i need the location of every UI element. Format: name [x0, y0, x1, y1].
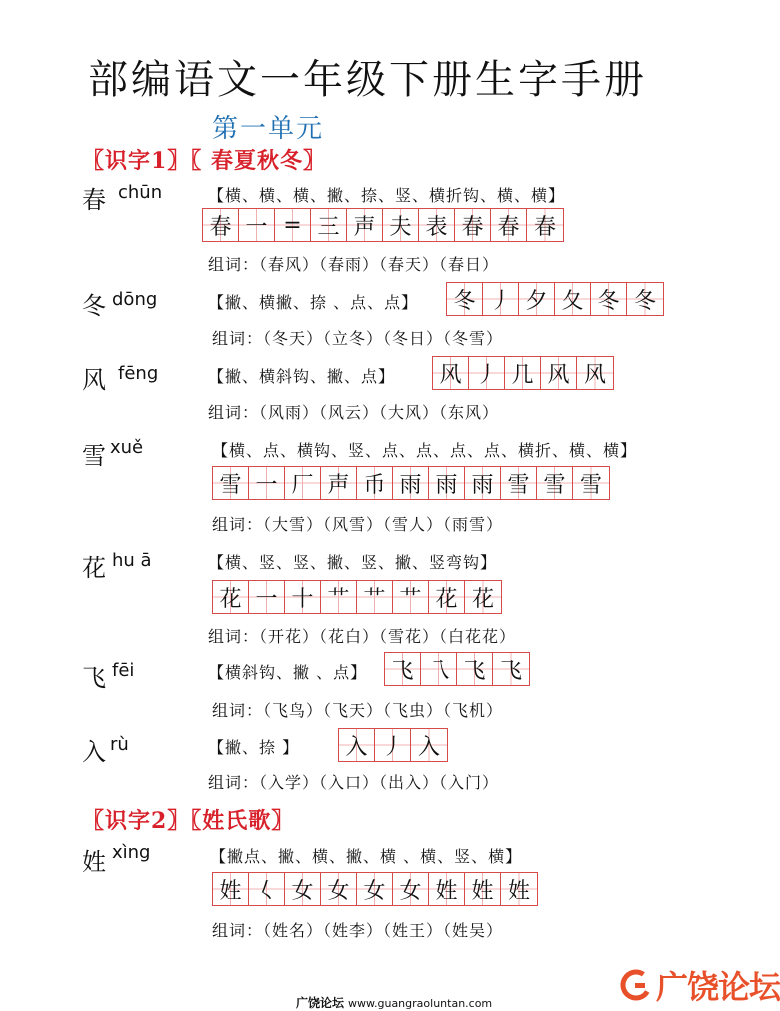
entry-char: 冬	[82, 292, 106, 320]
grid-cell: 雨	[429, 467, 465, 499]
grid-cell: 雪	[213, 467, 249, 499]
entry-words: 组词：（风雨）（风云）（大风）（东风）	[208, 403, 500, 422]
grid-cell: 春	[491, 209, 527, 241]
entry-strokes: 【撇、横斜钩、撇、点】	[208, 367, 396, 386]
grid-cell: 女	[285, 873, 321, 905]
grid-cell: 飞	[385, 653, 421, 685]
grid-cell: 几	[505, 357, 541, 389]
entry-strokes: 【撇、横撇、捺 、点、点】	[208, 293, 419, 312]
grid-cell: 春	[455, 209, 491, 241]
entry-strokes: 【横、横、横、撇、捺、竖、横折钩、横、横】	[208, 186, 566, 205]
grid-cell: 花	[465, 581, 501, 613]
lesson-heading: 〖识字2〗〖姓氏歌〗	[82, 808, 295, 834]
grid-cell: 夕	[519, 283, 555, 315]
unit-heading: 第一单元	[212, 114, 325, 144]
grid-cell: 币	[357, 467, 393, 499]
grid-cell: 冬	[447, 283, 483, 315]
writing-grid	[446, 282, 664, 316]
entry-char: 飞	[82, 664, 106, 692]
grid-cell: 艹	[357, 581, 393, 613]
grid-cell: 夂	[555, 283, 591, 315]
grid-cell: 飞	[457, 653, 493, 685]
grid-cell: 艹	[393, 581, 429, 613]
grid-cell: 丿	[375, 729, 411, 761]
grid-cell: 雪	[501, 467, 537, 499]
grid-cell: 姓	[465, 873, 501, 905]
grid-cell: 冬	[627, 283, 663, 315]
grid-cell: 夫	[383, 209, 419, 241]
grid-cell: 花	[213, 581, 249, 613]
writing-grid	[212, 872, 538, 906]
footer-url[interactable]: www.guangraoluntan.com	[348, 997, 493, 1010]
grid-cell: 雨	[465, 467, 501, 499]
grid-cell: 表	[419, 209, 455, 241]
footer	[296, 994, 492, 1011]
entry-words: 组词：（飞鸟）（飞天）（飞虫）（飞机）	[212, 701, 504, 720]
grid-cell: 姓	[429, 873, 465, 905]
entry-pinyin: hu ā	[112, 550, 152, 571]
entry-char: 姓	[82, 848, 106, 876]
grid-cell: 飞	[493, 653, 529, 685]
entry-strokes: 【撇、捺 】	[208, 738, 300, 757]
entry-char: 花	[82, 554, 106, 582]
grid-cell: 风	[577, 357, 613, 389]
grid-cell: 一	[249, 467, 285, 499]
entry-words: 组词：（大雪）（风雪）（雪人）（雨雪）	[212, 515, 504, 534]
entry-char: 雪	[82, 442, 106, 470]
entry-char: 入	[82, 738, 106, 766]
grid-cell: 风	[541, 357, 577, 389]
grid-cell: 入	[411, 729, 447, 761]
grid-cell: 𡿨	[249, 873, 285, 905]
grid-cell: 姓	[501, 873, 537, 905]
site-logo	[618, 962, 780, 1008]
footer-brand: 广饶论坛	[296, 996, 345, 1010]
grid-cell: 花	[429, 581, 465, 613]
entry-words: 组词：（冬天）（立冬）（冬日）（冬雪）	[212, 329, 504, 348]
entry-pinyin: dōng	[112, 289, 158, 310]
grid-cell: 姓	[213, 873, 249, 905]
grid-cell: 三	[311, 209, 347, 241]
grid-cell: 女	[357, 873, 393, 905]
entry-char: 春	[82, 186, 106, 214]
writing-grid	[338, 728, 448, 762]
writing-grid	[432, 356, 614, 390]
page-title: 部编语文一年级下册生字手册	[88, 57, 647, 103]
entry-words: 组词：（春风）（春雨）（春天）（春日）	[208, 255, 500, 274]
logo-text: 广饶论坛	[656, 968, 780, 1006]
logo-icon	[618, 967, 654, 1003]
lesson-heading: 〖识字1〗〖 春夏秋冬〗	[82, 148, 326, 174]
grid-cell: 雪	[573, 467, 609, 499]
grid-cell: 冬	[591, 283, 627, 315]
writing-grid	[202, 208, 564, 242]
writing-grid	[384, 652, 530, 686]
grid-cell: 一	[249, 581, 285, 613]
entry-strokes: 【撇点、撇、横、撇、横 、横、竖、横】	[210, 847, 523, 866]
grid-cell: 一	[239, 209, 275, 241]
entry-pinyin: xuě	[110, 437, 144, 458]
grid-cell: 春	[203, 209, 239, 241]
grid-cell: 声	[321, 467, 357, 499]
grid-cell: 乁	[421, 653, 457, 685]
grid-cell: 女	[393, 873, 429, 905]
entry-char: 风	[82, 366, 106, 394]
grid-cell: =	[275, 209, 311, 241]
entry-strokes: 【横、竖、竖、撇、竖、撇、竖弯钩】	[208, 553, 498, 572]
grid-cell: 丿	[469, 357, 505, 389]
entry-words: 组词：（姓名）（姓李）（姓王）（姓吴）	[212, 921, 504, 940]
entry-pinyin: fēng	[118, 363, 159, 384]
grid-cell: 女	[321, 873, 357, 905]
writing-grid	[212, 466, 610, 500]
entry-pinyin: fēi	[112, 660, 135, 681]
grid-cell: 厂	[285, 467, 321, 499]
grid-cell: 风	[433, 357, 469, 389]
grid-cell: 雨	[393, 467, 429, 499]
entry-pinyin: xìng	[112, 842, 151, 863]
grid-cell: 艹	[321, 581, 357, 613]
entry-strokes: 【横、点、横钩、竖、点、点、点、点、横折、横、横】	[212, 441, 638, 460]
entry-pinyin: chūn	[118, 182, 163, 203]
writing-grid	[212, 580, 502, 614]
entry-words: 组词：（入学）（入口）（出入）（入门）	[208, 773, 500, 792]
grid-cell: 十	[285, 581, 321, 613]
entry-strokes: 【横斜钩、撇 、点】	[208, 663, 368, 682]
entry-pinyin: rù	[110, 734, 129, 755]
grid-cell: 入	[339, 729, 375, 761]
grid-cell: 声	[347, 209, 383, 241]
grid-cell: 雪	[537, 467, 573, 499]
grid-cell: 丿	[483, 283, 519, 315]
entry-words: 组词：（开花）（花白）（雪花）（白花花）	[208, 627, 517, 646]
grid-cell: 春	[527, 209, 563, 241]
